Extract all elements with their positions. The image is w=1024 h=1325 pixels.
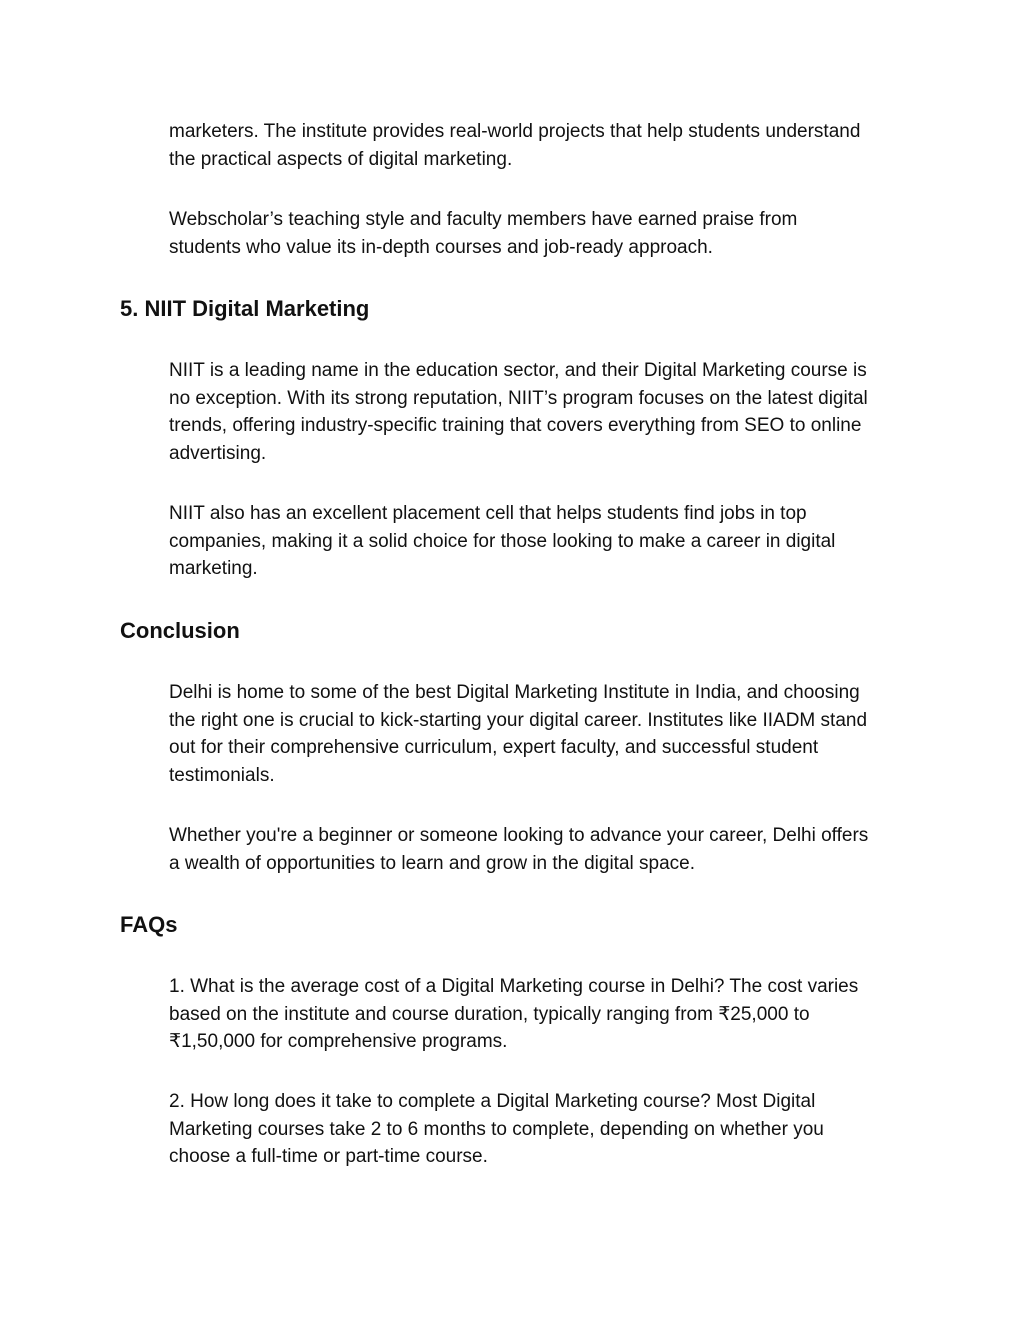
paragraph-webscholar-praise: Webscholar’s teaching style and faculty members have earned praise from students who value its in-depth courses and job-ready approach.: [169, 209, 798, 258]
paragraph-niit-placement: NIIT also has an excellent placement cell that helps students find jobs in top companies, making it a solid choice for those looking to make a career in digital marketing.: [169, 503, 836, 580]
faq-item-cost: 1. What is the average cost of a Digital Marketing course in Delhi? The cost varies based on the institute and course duration, typically ranging from ₹25,000 to ₹1,50,000 for comprehensive programs.: [169, 976, 859, 1053]
faq-item-duration: 2. How long does it take to complete a Digital Marketing course? Most Digital Marketing courses take 2 to 6 months to complete, depending on whether you choose a full-time or part-time course.: [169, 1091, 824, 1168]
heading-faqs: FAQs: [120, 912, 178, 937]
paragraph-conclusion-delhi: Delhi is home to some of the best Digital Marketing Institute in India, and choosing the right one is crucial to kick-starting your digital career. Institutes like IIADM stand out for their comprehensive curriculum, expert faculty, and successful student testimonials.: [169, 682, 868, 787]
paragraph-webscholar-projects: marketers. The institute provides real-world projects that help students understand the practical aspects of digital marketing.: [169, 121, 861, 170]
paragraph-niit-intro: NIIT is a leading name in the education sector, and their Digital Marketing course is no exception. With its strong reputation, NIIT’s program focuses on the latest digital trends, offering industry-specific training that covers everything from SEO to online advertising.: [169, 360, 868, 465]
paragraph-conclusion-opportunities: Whether you're a beginner or someone looking to advance your career, Delhi offers a wealth of opportunities to learn and grow in the digital space.: [169, 825, 869, 874]
heading-niit: 5. NIIT Digital Marketing: [120, 296, 370, 321]
heading-conclusion: Conclusion: [120, 618, 240, 643]
